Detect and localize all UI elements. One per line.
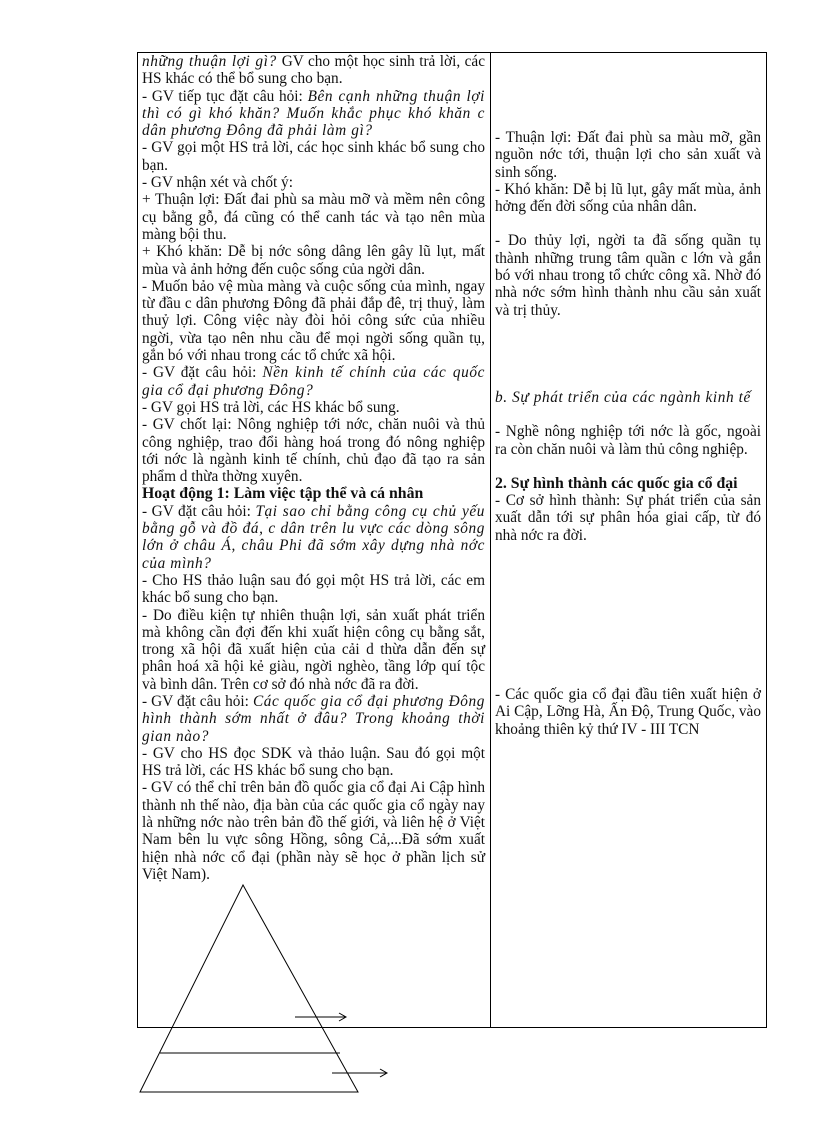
paragraph: những thuận lợi gì? GV cho một học sinh trả lời, các HS khác có thể bổ sung cho bạn. <box>142 53 485 88</box>
paragraph: - Do thủy lợi, ngời ta đã sống quần tụ thành những trung tâm quần c lớn và gắn bó với nhau trong tổ chức công xã. Nhờ đó nhà nớc sớm hình thành nhu cầu sản xuất và trị thủy. <box>495 232 761 319</box>
paragraph: - Khó khăn: Dễ bị lũ lụt, gây mất mùa, ảnh hởng đến đời sống của nhân dân. <box>495 180 761 216</box>
paragraph: - GV đặt câu hỏi: Các quốc gia cổ đại phương Đông hình thành sớm nhất ở đâu? Trong khoảng thời gian nào? <box>142 692 486 745</box>
question-text: Bên cạnh những thuận lợi thì có gì khó khăn? Muốn khắc phục khó khăn c dân phương Đông đã phải làm gì? <box>142 87 485 140</box>
paragraph: - Do điều kiện tự nhiên thuận lợi, sản xuất phát triển mà không cần đợi đến khi xuất hiện công cụ bằng sắt, trong xã hội đã xuất hiện của cải d thừa dẫn đến sự phân hoá xã hội kẻ giàu, ngời nghèo, tầng lớp quí tộc và bình dân. Trên cơ sở đó nhà nớc đã ra đời. <box>142 606 485 693</box>
paragraph: - GV gọi HS trả lời, các HS khác bổ sung. <box>142 398 400 416</box>
paragraph: - GV cho HS đọc SDK và thảo luận. Sau đó gọi một HS trả lời, các HS khác bổ sung cho bạn. <box>142 744 485 780</box>
pyramid-outline <box>140 885 358 1092</box>
question-text: Tại sao chỉ bằng công cụ chủ yếu bằng gỗ và đồ đá, c dân trên lu vực các dòng sông lớn ở châu Á, châu Phi đã sớm xây dựng nhà nớc của mình? <box>142 502 485 572</box>
paragraph: - GV có thể chỉ trên bản đồ quốc gia cổ đại Ai Cập hình thành nh thế nào, địa bàn của các quốc gia cổ ngày nay là những nớc nào trên bản đồ thế giới, và liên hệ ở Việt Nam bên lu vực sông Hồng, sông Cả,...Đã sớm xuất hiện nhà nớc cổ đại (phần này sẽ học ở phần lịch sử Việt Nam). <box>142 779 485 883</box>
question-text: Các quốc gia cổ đại phương Đông hình thành sớm nhất ở đâu? Trong khoảng thời gian nào? <box>142 692 486 745</box>
paragraph: - Cơ sở hình thành: Sự phát triển của sản xuất dẫn tới sự phân hóa giai cấp, từ đó nhà nớc ra đời. <box>495 492 761 544</box>
question-text: những thuận lợi gì? <box>142 53 282 70</box>
paragraph: - Nghề nông nghiệp tới nớc là gốc, ngoài ra còn chăn nuôi và làm thủ công nghiệp. <box>495 423 761 458</box>
paragraph: - GV đặt câu hỏi: Tại sao chỉ bằng công cụ chủ yếu bằng gỗ và đồ đá, c dân trên lu vực các dòng sông lớn ở châu Á, châu Phi đã sớm xây dựng nhà nớc của mình? <box>142 502 485 572</box>
paragraph: - Cho HS thảo luận sau đó gọi một HS trả lời, các em khác bổ sung cho bạn. <box>142 571 485 607</box>
question-text: Nền kinh tế chính của các quốc gia cổ đại phương Đông? <box>142 364 486 399</box>
section-heading: 2. Sự hình thành các quốc gia cổ đại <box>495 474 738 492</box>
paragraph: - GV gọi một HS trả lời, các học sinh khác bổ sung cho bạn. <box>142 139 485 174</box>
paragraph: - Muốn bảo vệ mùa màng và cuộc sống của mình, ngay từ đầu c dân phương Đông đã phải đắp đê, trị thuỷ, làm thuỷ lợi. Công việc này đòi hỏi công sức của nhiều ngời, vừa tạo nên nhu cầu để mọi ngời sống quần tụ, gắn bó với nhau trong các tổ chức xã hội. <box>142 277 485 365</box>
paragraph: - GV tiếp tục đặt câu hỏi: Bên cạnh những thuận lợi thì có gì khó khăn? Muốn khắc phục khó khăn c dân phương Đông đã phải làm gì? <box>142 87 485 140</box>
activity-heading: Hoạt động 1: Làm việc tập thể và cá nhân <box>142 485 424 503</box>
section-heading: b. Sự phát triển của các ngành kinh tế <box>495 388 751 406</box>
paragraph: - Các quốc gia cổ đại đầu tiên xuất hiện ở Ai Cập, Lỡng Hà, Ấn Độ, Trung Quốc, vào khoảng thiên kỷ thứ IV - III TCN <box>495 686 761 738</box>
paragraph: - Thuận lợi: Đất đai phù sa màu mỡ, gần nguồn nớc tới, thuận lợi cho sản xuất và sinh sống. <box>495 129 761 181</box>
paragraph: + Khó khăn: Dễ bị nớc sông dâng lên gây lũ lụt, mất mùa và ảnh hởng đến cuộc sống của ngời dân. <box>142 243 485 278</box>
paragraph: - GV đặt câu hỏi: Nền kinh tế chính của các quốc gia cổ đại phương Đông? <box>142 364 486 399</box>
paragraph: + Thuận lợi: Đất đai phù sa màu mỡ và mềm nên công cụ bằng gỗ, đá cũng có thể canh tác và tạo nên mùa màng bội thu. <box>142 191 485 243</box>
paragraph: - GV chốt lại: Nông nghiệp tới nớc, chăn nuôi và thủ công nghiệp, trao đổi hàng hoá trong đó nông nghiệp tới nớc là ngành kinh tế chính, chủ đạo đã tạo ra sản phẩm d thừa thờng xuyên. <box>142 416 485 486</box>
paragraph: - GV nhận xét và chốt ý: <box>142 174 293 192</box>
